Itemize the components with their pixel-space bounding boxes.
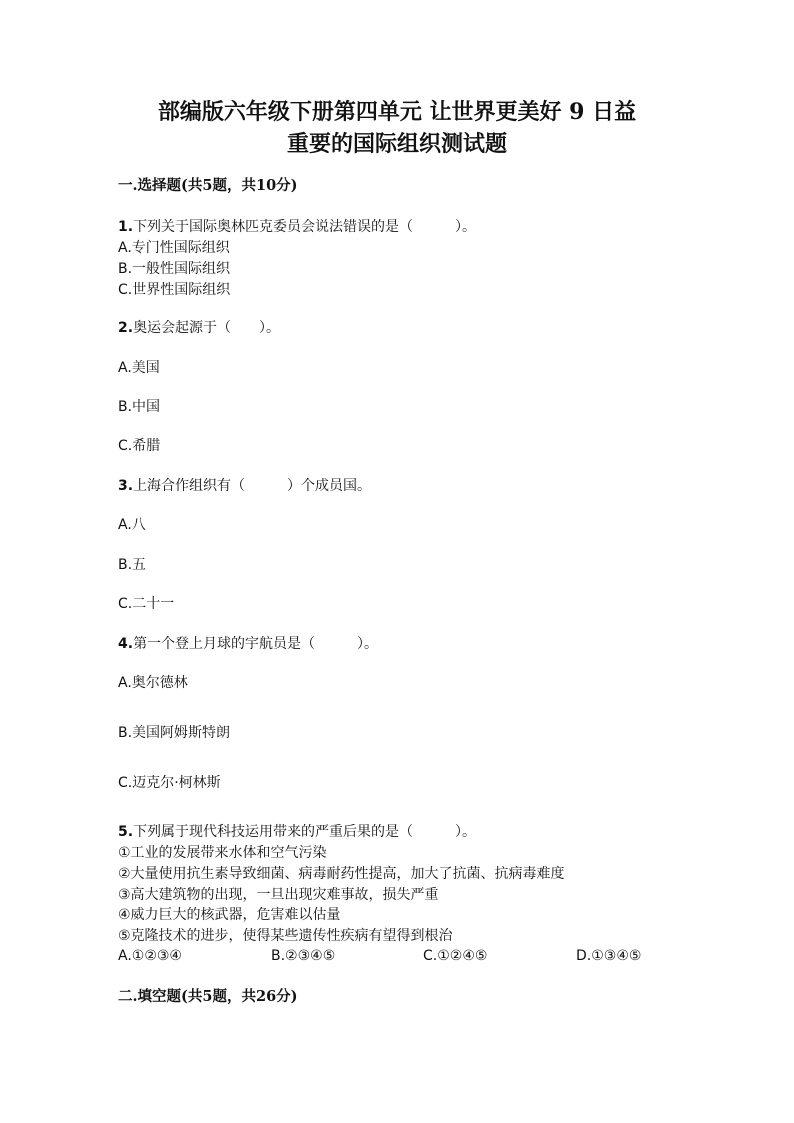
q5-statement-5: ⑤克隆技术的进步，使得某些遗传性疾病有望得到根治: [118, 928, 453, 944]
question-5: [118, 822, 476, 842]
q5-statement-4: ④威力巨大的核武器，危害难以估量: [118, 907, 341, 923]
page-title-line2: 重要的国际组织测试题: [286, 131, 507, 157]
section-heading-choice: 一.选择题(共5题，共10分): [118, 177, 298, 194]
question-1: [118, 217, 476, 237]
question-number: 1.: [118, 219, 134, 235]
q5-statement-2: ②大量使用抗生素导致细菌、病毒耐药性提高，加大了抗菌、抗病毒难度: [118, 866, 565, 882]
question-4: [118, 634, 378, 654]
q5-statement-1: ①工业的发展带来水体和空气污染: [118, 845, 327, 861]
q2-option-a: A.美国: [118, 360, 160, 376]
q1-option-c: C.世界性国际组织: [118, 282, 231, 298]
q3-option-a: A.八: [118, 517, 146, 533]
q5-option-a: A.①②③④: [118, 948, 182, 964]
q5-option-c: C.①②④⑤: [423, 948, 488, 964]
question-text: 第一个登上月球的宇航员是（ ）。: [133, 636, 379, 652]
question-2: [118, 318, 280, 338]
q2-option-c: C.希腊: [118, 438, 161, 454]
question-number: 3.: [118, 478, 134, 494]
q3-option-c: C.二十一: [118, 596, 175, 612]
question-number: 5.: [118, 824, 134, 840]
q4-option-b: B.美国阿姆斯特朗: [118, 725, 231, 741]
question-3: [118, 476, 371, 496]
page-title-line1: 部编版六年级下册第四单元 让世界更美好 9 日益: [157, 99, 637, 125]
question-text: 下列属于现代科技运用带来的严重后果的是（ ）。: [133, 824, 477, 840]
q1-option-b: B.一般性国际组织: [118, 261, 231, 277]
q5-option-b: B.②③④⑤: [271, 948, 336, 964]
q5-statement-3: ③高大建筑物的出现，一旦出现灾难事故，损失严重: [118, 887, 439, 903]
question-number: 2.: [118, 320, 134, 336]
q3-option-b: B.五: [118, 557, 147, 573]
question-text: 奥运会起源于（ ）。: [133, 320, 281, 336]
question-number: 4.: [118, 636, 134, 652]
question-text: 上海合作组织有（ ）个成员国。: [133, 478, 372, 494]
section-heading-fill-in: 二.填空题(共5题，共26分): [118, 988, 298, 1005]
q1-option-a: A.专门性国际组织: [118, 240, 230, 256]
q4-option-a: A.奥尔德林: [118, 675, 188, 691]
q2-option-b: B.中国: [118, 399, 161, 415]
question-text: 下列关于国际奥林匹克委员会说法错误的是（ ）。: [133, 219, 477, 235]
q4-option-c: C.迈克尔·柯林斯: [118, 775, 221, 791]
q5-option-d: D.①③④⑤: [576, 948, 642, 964]
